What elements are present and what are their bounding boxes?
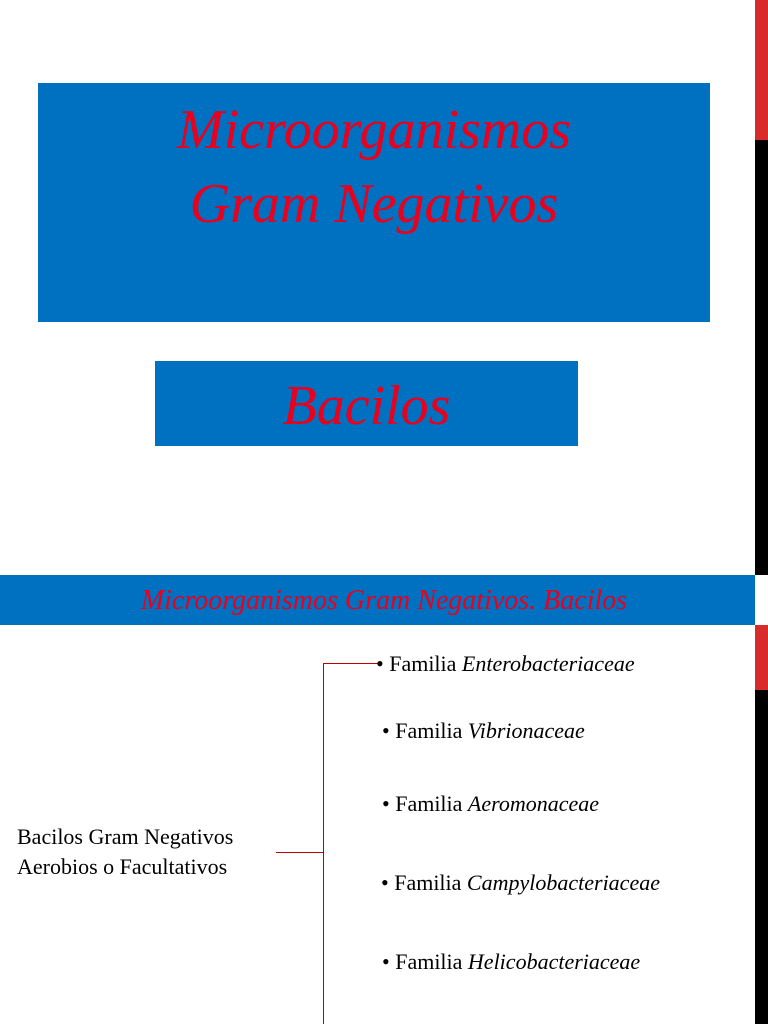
family-name: Enterobacteriaceae (461, 651, 635, 676)
bracket-stem (276, 852, 323, 853)
family-prefix: • Familia (381, 870, 462, 895)
classification-label (17, 822, 233, 882)
edge-strip-red-bottom (755, 625, 768, 690)
family-item-helicobacteriaceae (382, 949, 640, 975)
edge-strip-black-bottom (755, 690, 768, 1024)
family-prefix: • Familia (382, 718, 463, 743)
classification-label-line-2: Aerobios o Facultativos (17, 854, 228, 879)
family-prefix: • Familia (382, 949, 463, 974)
bracket-spine (323, 663, 324, 1024)
family-prefix: • Familia (376, 651, 457, 676)
family-item-aeromonaceae (382, 791, 599, 817)
family-name: Vibrionaceae (467, 718, 585, 743)
slide-title (38, 93, 710, 241)
title-line-2: Gram Negativos (189, 173, 559, 235)
bracket-top-arm (323, 663, 378, 664)
edge-strip-red-top (755, 0, 768, 140)
family-name: Helicobacteriaceae (467, 949, 641, 974)
slide-subtitle: Bacilos (282, 375, 451, 437)
title-line-1: Microorganismos (176, 99, 572, 161)
family-item-enterobacteriaceae (376, 651, 635, 677)
family-item-vibrionaceae (382, 718, 585, 744)
family-item-campylobacteriaceae (381, 870, 660, 896)
family-name: Campylobacteriaceae (466, 870, 660, 895)
title-box (38, 83, 710, 322)
edge-strip-black-top (755, 140, 768, 575)
classification-label-line-1: Bacilos Gram Negativos (17, 824, 234, 849)
family-name: Aeromonaceae (467, 791, 600, 816)
family-prefix: • Familia (382, 791, 463, 816)
section-header: Microorganismos Gram Negativos. Bacilos (140, 585, 628, 616)
